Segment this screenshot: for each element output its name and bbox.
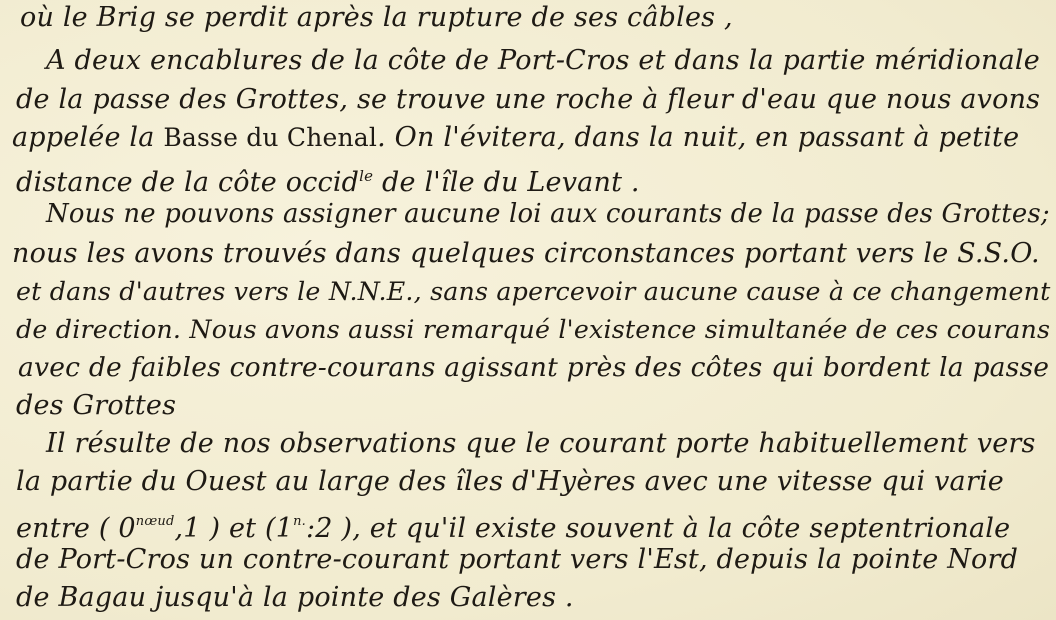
text-line-9: de direction. Nous avons aussi remarqué l'existence simultanée de ces courans [16,315,1051,344]
text-line-1: où le Brig se perdit après la rupture de ses câbles , [20,2,733,33]
text-segment: ,1 ) et (1 [174,513,294,544]
text-segment: :2 ), et qu'il existe souvent à la côte septentrionale [306,513,1011,544]
text-segment: . On l'évitera, dans la nuit, en passant à petite [377,122,1020,153]
text-line-4 [12,120,1019,156]
superscript-abbreviation: nœud [135,514,175,529]
text-line-2: A deux encablures de la côte de Port-Cros et dans la partie méridionale [46,45,1040,76]
text-line-5 [16,158,640,201]
text-segment: appelée la [12,122,164,153]
text-line-12: Il résulte de nos observations que le courant porte habituellement vers [46,428,1036,459]
text-line-13: la partie du Ouest au large des îles d'Hyères avec une vitesse qui varie [16,466,1004,497]
text-line-15: de Port-Cros un contre-courant portant vers l'Est, depuis la pointe Nord [16,544,1019,575]
text-line-16: de Bagau jusqu'à la pointe des Galères . [16,582,574,613]
superscript-abbreviation: n. [293,514,307,529]
text-line-6: Nous ne pouvons assigner aucune loi aux courants de la passe des Grottes; [46,199,1050,229]
superscript-abbreviation: le [359,167,374,185]
text-line-7: nous les avons trouvés dans quelques circonstances portant vers le S.S.O. [12,238,1040,269]
text-segment: entre ( 0 [16,513,136,544]
place-name-basse-du-chenal: Basse du Chenal [163,123,378,152]
text-line-3: de la passe des Grottes, se trouve une roche à fleur d'eau que nous avons [16,84,1041,115]
text-line-14 [16,504,1010,547]
text-segment: distance de la côte occid [16,167,360,198]
text-segment: de l'île du Levant . [373,167,640,198]
text-line-8: et dans d'autres vers le N.N.E., sans apercevoir aucune cause à ce changement [16,277,1051,306]
text-line-11: des Grottes [16,390,177,421]
text-line-10: avec de faibles contre-courans agissant près des côtes qui bordent la passe [18,352,1050,383]
